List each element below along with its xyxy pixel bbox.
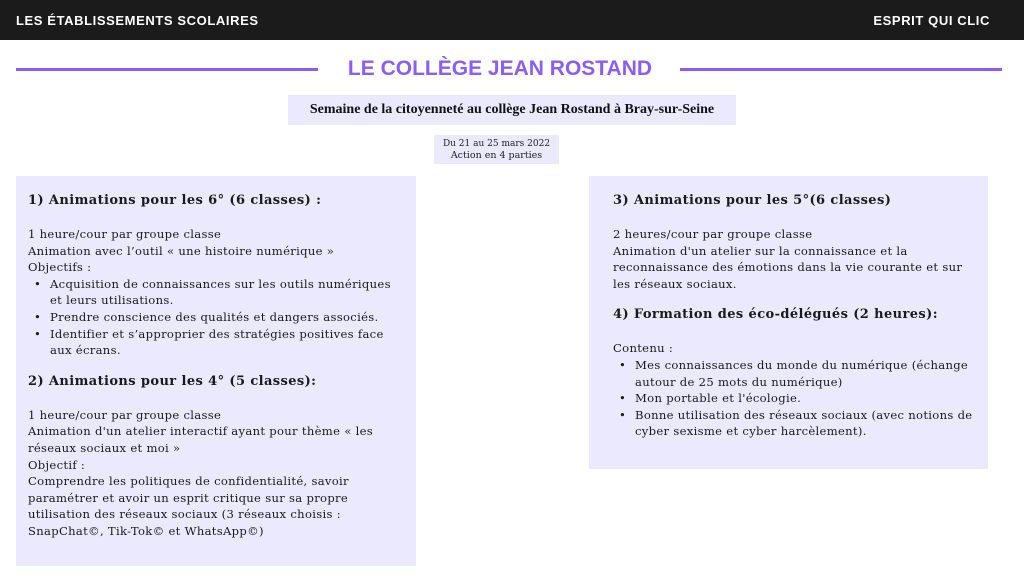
section-2-duration: 1 heure/cour par groupe classe — [28, 407, 222, 422]
page-title: LE COLLÈGE JEAN ROSTAND — [347, 57, 653, 80]
title-divider-left — [16, 68, 318, 71]
left-panel — [16, 176, 416, 566]
section-3-animation: Animation d'un atelier sur la connaissance et la reconnaissance des émotions dans la vie courante et sur les réseaux sociaux. — [613, 243, 963, 291]
top-bar — [0, 0, 1024, 40]
section-4-content-label: Contenu : — [613, 341, 674, 356]
date-range: Du 21 au 25 mars 2022 — [442, 139, 551, 149]
brand-name: ESPRIT QUI CLIC — [873, 13, 990, 28]
section-title: LES ÉTABLISSEMENTS SCOLAIRES — [16, 13, 259, 28]
section-4-content-list — [613, 357, 980, 440]
section-1-objectives-list — [28, 276, 406, 359]
bullet-icon: • — [34, 309, 42, 324]
section-2-objective-label: Objectif : — [28, 457, 86, 472]
bullet-icon: • — [619, 407, 627, 422]
list-item: • Acquisition de connaissances sur les outils numériques et leurs utilisations. — [34, 276, 391, 308]
section-2-animation: Animation d'un atelier interactif ayant pour thème « les réseaux sociaux et moi » — [28, 424, 374, 455]
bullet-icon: • — [619, 391, 627, 406]
section-3-duration: 2 heures/cour par groupe classe — [613, 227, 813, 241]
section-1-animation: Animation avec l’outil « une histoire numérique » — [28, 243, 335, 258]
list-item: • Bonne utilisation des réseaux sociaux (avec notions de cyber sexisme et cyber harcèlement). — [619, 407, 973, 439]
section-1-objectives-label: Objectifs : — [28, 260, 92, 275]
list-item: • Identifier et s’approprier des stratégies positives face aux écrans. — [34, 326, 384, 358]
section-2-heading: 2) Animations pour les 4° (5 classes): — [28, 373, 317, 389]
section-1-duration: 1 heure/cour par groupe classe — [28, 227, 222, 241]
list-item: • Mon portable et l'écologie. — [619, 391, 802, 406]
title-divider-right — [680, 68, 1002, 71]
section-2-objective-text: Comprendre les politiques de confidentialité, savoir paramétrer et avoir un esprit critique sur sa propre utilisation des réseaux sociaux (3 réseaux choisis : SnapChat©, Tik-Tok© et WhatsApp©) — [28, 474, 349, 538]
section-1-heading: 1) Animations pour les 6° (6 classes) : — [28, 193, 322, 208]
date-box — [434, 135, 559, 164]
right-panel — [589, 176, 988, 469]
list-item: • Mes connaissances du monde du numérique (échange autour de 25 mots du numérique) — [619, 357, 969, 389]
bullet-icon: • — [34, 326, 42, 341]
section-4-heading: 4) Formation des éco-délégués (2 heures): — [613, 307, 938, 323]
section-3-heading: 3) Animations pour les 5°(6 classes) — [613, 193, 892, 208]
bullet-icon: • — [619, 357, 627, 372]
bullet-icon: • — [34, 276, 42, 291]
list-item: • Prendre conscience des qualités et dangers associés. — [34, 309, 379, 324]
subtitle: Semaine de la citoyenneté au collège Jean Rostand à Bray-sur-Seine — [288, 95, 736, 125]
action-count: Action en 4 parties — [450, 150, 543, 161]
